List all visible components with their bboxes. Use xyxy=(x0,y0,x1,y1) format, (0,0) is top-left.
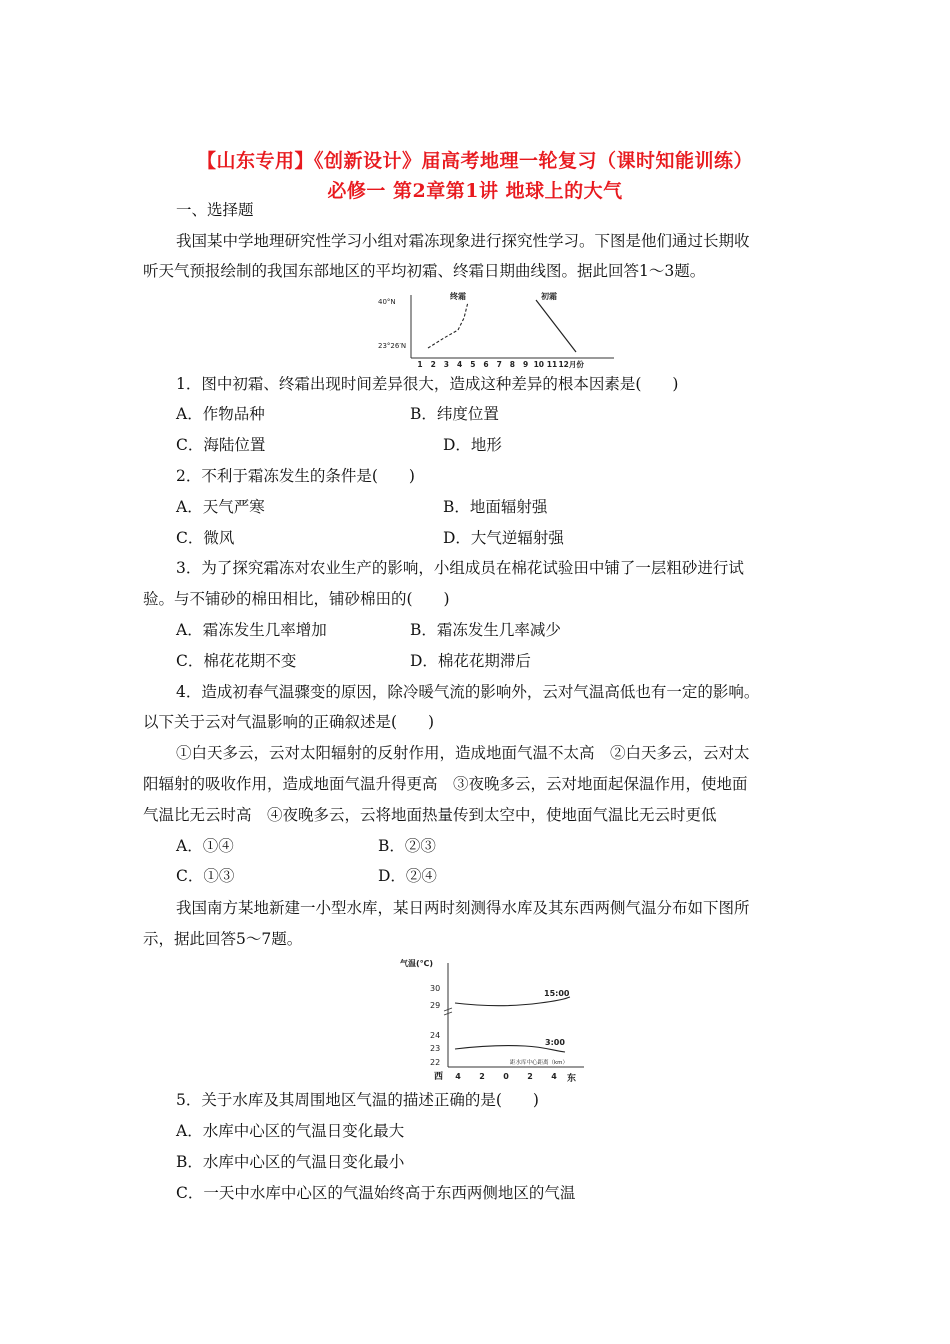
q2-stem: 2．不利于霜冻发生的条件是( ) xyxy=(176,467,415,485)
x-tick-label: 4 xyxy=(456,360,463,369)
y-tick-24: 24 xyxy=(430,1031,441,1040)
x-tick-label: 5 xyxy=(470,360,476,369)
q4-stem-line-2: 以下关于云对气温影响的正确叙述是( ) xyxy=(143,713,435,731)
x-tick-label: 4 xyxy=(455,1072,461,1081)
q4-stem-line-1: 4．造成初春气温骤变的原因，除冷暖气流的影响外，云对气温高低也有一定的影响。 xyxy=(176,683,760,701)
y-tick-29: 29 xyxy=(430,1001,441,1010)
q5-option-c: C．一天中水库中心区的气温始终高于东西两侧地区的气温 xyxy=(176,1184,576,1202)
q4-option-a: A．①④ xyxy=(176,837,234,855)
intro1-line-1: 我国某中学地理研究性学习小组对霜冻现象进行探究性学习。下图是他们通过长期收 xyxy=(176,232,750,250)
series-1500-label: 15:00 xyxy=(544,989,570,998)
q1-option-a: A．作物品种 xyxy=(176,405,265,423)
q1-option-c: C．海陆位置 xyxy=(176,436,266,454)
q1-option-b: B．纬度位置 xyxy=(410,405,499,423)
section-heading: 一、选择题 xyxy=(176,201,254,219)
y-tick-30: 30 xyxy=(430,984,441,993)
intro2-line-2: 示，据此回答5～7题。 xyxy=(143,930,303,948)
intro2-line-1: 我国南方某地新建一小型水库，某日两时刻测得水库及其东西两侧气温分布如下图所 xyxy=(176,899,750,917)
q4-body-line-2: 阳辐射的吸收作用，造成地面气温升得更高 ③夜晚多云，云对地面起保温作用，使地面 xyxy=(143,775,748,793)
x-axis-ticks xyxy=(455,1072,557,1081)
chushuang-line xyxy=(536,300,576,352)
q2-option-d: D．大气逆辐射强 xyxy=(443,529,564,547)
series-0300-label: 3:00 xyxy=(545,1038,565,1047)
q4-option-c: C．①③ xyxy=(176,867,235,885)
x-tick-label: 2 xyxy=(430,360,436,369)
q4-option-d: D．②④ xyxy=(378,867,437,885)
x-label-west: 西 xyxy=(434,1072,444,1082)
x-tick-label: 1 xyxy=(417,360,423,369)
label-chushuang: 初霜 xyxy=(541,292,557,301)
label-zhongshuang: 终霜 xyxy=(450,292,466,301)
x-tick-label: 2 xyxy=(527,1072,533,1081)
q2-option-a: A．天气严寒 xyxy=(176,498,265,516)
y-tick-22: 22 xyxy=(430,1058,441,1067)
q1-stem: 1．图中初霜、终霜出现时间差异很大，造成这种差异的根本因素是( ) xyxy=(176,375,679,393)
q3-stem-line-2: 验。与不铺砂的棉田相比，铺砂棉田的( ) xyxy=(143,590,450,608)
y-label-bottom: 23°26′N xyxy=(378,342,407,350)
x-label-east: 东 xyxy=(567,1074,577,1084)
series-1500-line xyxy=(455,997,570,1006)
x-tick-label: 9 xyxy=(522,360,529,369)
intro1-line-2: 听天气预报绘制的我国东部地区的平均初霜、终霜日期曲线图。据此回答1～3题。 xyxy=(143,262,706,280)
x-axis-label: 距水库中心距离（km） xyxy=(510,1060,569,1066)
q2-option-c: C．微风 xyxy=(176,529,235,547)
chart2-y-label: 气温(℃) xyxy=(400,959,433,968)
q4-body-line-1: ①白天多云，云对太阳辐射的反射作用，造成地面气温不太高 ②白天多云，云对太 xyxy=(176,744,750,762)
y-tick-23: 23 xyxy=(430,1044,441,1053)
y-label-top: 40°N xyxy=(378,298,396,306)
x-tick-label: 8 xyxy=(509,360,516,369)
q5-stem: 5．关于水库及其周围地区气温的描述正确的是( ) xyxy=(176,1091,539,1109)
q3-option-b: B．霜冻发生几率减少 xyxy=(410,621,561,639)
x-axis-ticks xyxy=(417,359,584,369)
title-line-1: 【山东专用】《创新设计》届高考地理一轮复习（课时知能训练） xyxy=(196,150,753,172)
zhongshuang-curve xyxy=(428,302,468,348)
q5-option-a: A．水库中心区的气温日变化最大 xyxy=(176,1122,405,1140)
q3-option-a: A．霜冻发生几率增加 xyxy=(176,621,327,639)
x-tick-label: 6 xyxy=(483,360,489,369)
x-tick-label: 4 xyxy=(551,1072,557,1081)
x-tick-label-last: 12月份 xyxy=(558,360,584,369)
x-tick-label: 2 xyxy=(479,1072,485,1081)
q3-option-d: D．棉花花期滞后 xyxy=(410,652,531,670)
x-tick-label: 3 xyxy=(443,360,450,369)
q1-option-d: D．地形 xyxy=(443,436,502,454)
q5-option-b: B．水库中心区的气温日变化最小 xyxy=(176,1153,405,1171)
q2-option-b: B．地面辐射强 xyxy=(443,498,548,516)
x-tick-label: 10 xyxy=(533,360,545,369)
frost-date-chart xyxy=(376,290,626,370)
title-line-2: 必修一 第2章第1讲 地球上的大气 xyxy=(327,180,623,202)
q3-stem-line-1: 3．为了探究霜冻对农业生产的影响，小组成员在棉花试验田中铺了一层粗砂进行试 xyxy=(176,559,744,577)
q3-option-c: C．棉花花期不变 xyxy=(176,652,297,670)
q4-body-line-3: 气温比无云时高 ④夜晚多云，云将地面热量传到太空中，使地面气温比无云时更低 xyxy=(143,806,717,824)
q4-option-b: B．②③ xyxy=(378,837,436,855)
x-tick-label: 7 xyxy=(496,360,502,369)
reservoir-temperature-chart xyxy=(400,955,590,1090)
x-tick-label: 11 xyxy=(546,360,558,369)
x-tick-label: 0 xyxy=(503,1072,509,1081)
